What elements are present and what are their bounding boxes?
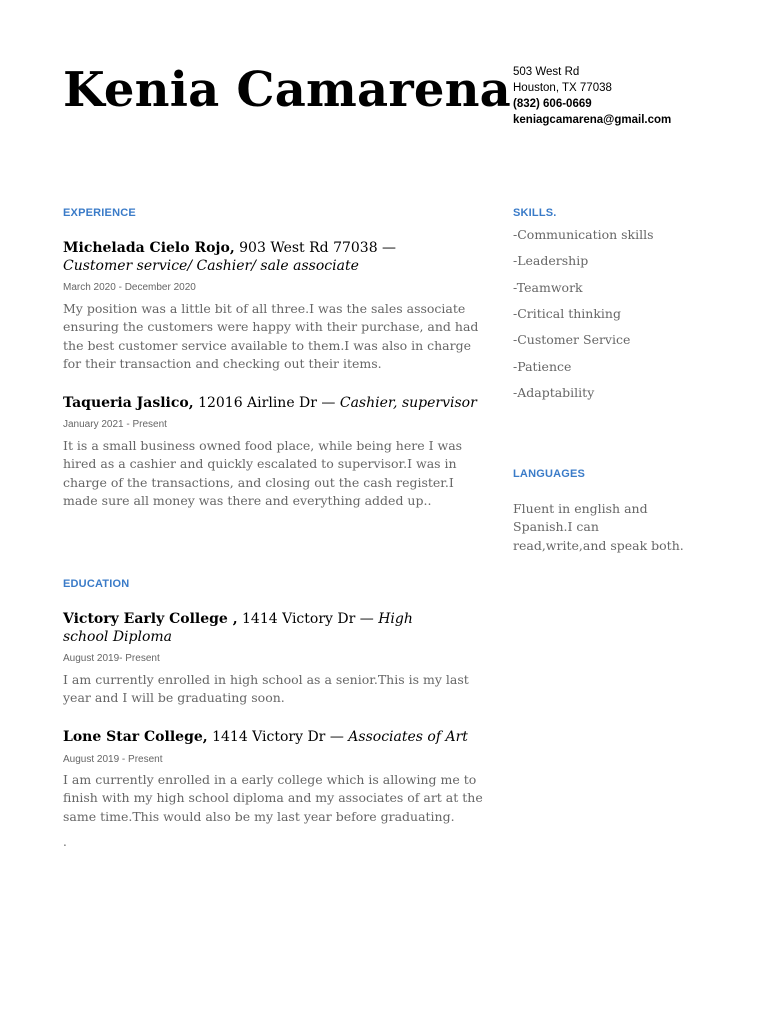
trailing-period: . — [63, 835, 67, 849]
skills-heading: SKILLS. — [513, 207, 557, 219]
job-1-dates: March 2020 - December 2020 — [63, 282, 196, 293]
contact-block — [513, 64, 671, 128]
job-2-title — [63, 395, 483, 413]
school-2-dates: August 2019 - Present — [63, 754, 163, 765]
school-1-dates: August 2019- Present — [63, 653, 160, 664]
job-2-role: Cashier, supervisor — [339, 395, 477, 411]
school-1-title — [63, 611, 443, 646]
contact-city: Houston, TX 77038 — [513, 82, 612, 94]
job-1-title — [63, 240, 443, 275]
job-1-role: Customer service/ Cashier/ sale associate — [63, 257, 359, 274]
school-2-org: Lone Star College, — [63, 729, 208, 745]
job-2-description: It is a small business owned food place, while being here I was hired as a cashier and quickly escalated to supervisor.I was in charge of the transactions, and closing out the cash register.I made sure all money was there and everything added up.. — [63, 438, 463, 508]
school-2-description: I am currently enrolled in a early college which is allowing me to finish with my high school diploma and my associates of art at the same time.This would also be my last year before graduating. — [63, 772, 483, 824]
job-1-description: My position was a little bit of all three.I was the sales associate ensuring the customers were happy with their purchase, and had the best customer service available to them.I was also in charge for their transaction and checking out their items. — [63, 301, 479, 371]
job-2-dates: January 2021 - Present — [63, 419, 167, 430]
job-1-address: 903 West Rd 77038 — — [234, 240, 397, 256]
school-2-role: Associates of Art — [348, 729, 468, 745]
school-1-address: 1414 Victory Dr — — [237, 611, 379, 627]
job-2-address: 12016 Airline Dr — — [193, 395, 340, 411]
school-2-title — [63, 729, 483, 747]
school-2-address: 1414 Victory Dr — — [207, 729, 349, 745]
contact-phone: (832) 606-0669 — [513, 98, 592, 110]
experience-heading: EXPERIENCE — [63, 207, 136, 219]
school-1-role: High school Diploma — [63, 611, 413, 645]
skill-item: -Customer Service — [513, 332, 631, 347]
skill-item: -Communication skills — [513, 227, 654, 242]
skill-item: -Patience — [513, 359, 572, 374]
skill-item: -Adaptability — [513, 385, 595, 400]
skill-item: -Critical thinking — [513, 306, 621, 321]
job-2-org: Taqueria Jaslico, — [63, 395, 194, 411]
school-1-org: Victory Early College , — [63, 611, 238, 627]
resume-name: Kenia Camarena — [63, 62, 511, 118]
education-heading: EDUCATION — [63, 578, 130, 590]
languages-text: Fluent in english and Spanish.I can read,write,and speak both. — [513, 501, 684, 553]
skill-item: -Teamwork — [513, 280, 583, 295]
skill-item: -Leadership — [513, 253, 589, 268]
contact-street: 503 West Rd — [513, 66, 580, 78]
school-1-description: I am currently enrolled in high school as a senior.This is my last year and I will be graduating soon. — [63, 672, 469, 706]
languages-heading: LANGUAGES — [513, 468, 586, 480]
job-1-org: Michelada Cielo Rojo, — [63, 240, 235, 256]
contact-email: keniagcamarena@gmail.com — [513, 114, 672, 126]
